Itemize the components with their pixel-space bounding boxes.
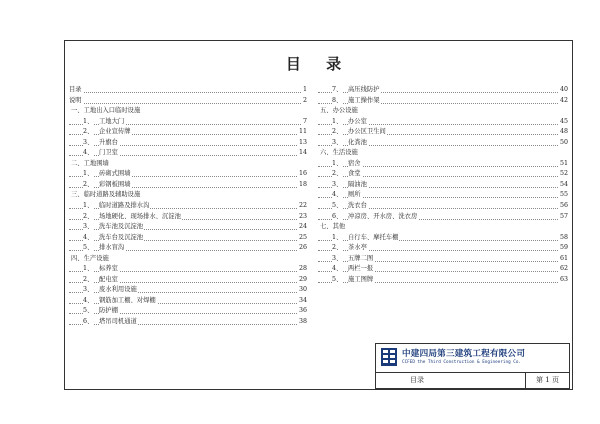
toc-page-number: 48: [559, 127, 568, 138]
toc-entry-label: 说明: [69, 96, 83, 107]
toc-page-number: 34: [298, 296, 307, 307]
toc-entry-label: 五牌二图: [348, 254, 374, 265]
toc-page-number: 13: [298, 138, 307, 149]
toc-section-heading: [318, 106, 568, 117]
toc-entry: [318, 243, 568, 254]
toc-entry: [69, 127, 307, 138]
toc-entry-label: 宿舍: [348, 159, 362, 170]
toc-entry: [318, 127, 568, 138]
toc-entry: [69, 222, 307, 233]
toc-entry: [69, 275, 307, 286]
toc-entry-number: 4、: [83, 148, 93, 159]
toc-entry-label: 办公室: [348, 117, 368, 128]
toc-section-label: 四、生产设施: [71, 254, 110, 265]
toc-entry: [318, 169, 568, 180]
toc-page-number: 1: [302, 85, 307, 96]
toc-entry-number: 4、: [332, 190, 342, 201]
toc-entry: [69, 212, 307, 223]
toc-entry-number: 3、: [332, 180, 342, 191]
company-name-en: CCFED the Third Construction & Engineering Co.: [402, 360, 521, 365]
toc-entry-label: 冲凉房、开水房、洗衣房: [348, 212, 418, 223]
toc-entry-label: 企业宣传牌: [99, 127, 131, 138]
toc-page-number: 7: [302, 117, 307, 128]
toc-entry: [69, 96, 307, 107]
toc-entry-number: 1、: [332, 233, 342, 244]
toc-entry-number: 1、: [83, 264, 93, 275]
toc-entry-label: 彩钢板围墙: [99, 180, 131, 191]
toc-entry-label: 防护棚: [99, 306, 119, 317]
toc-entry-number: 3、: [83, 222, 93, 233]
toc-entry-label: 工地大门: [99, 117, 125, 128]
drawing-frame: [64, 40, 573, 390]
toc-entry-label: 洗车台及沉淀池: [99, 233, 144, 244]
toc-section-heading: [69, 190, 307, 201]
toc-entry: [69, 180, 307, 191]
toc-page-number: 62: [559, 264, 568, 275]
toc-page-number: 61: [559, 254, 568, 265]
company-name-cn: 中建四局第三建筑工程有限公司: [402, 349, 526, 359]
toc-page-number: 58: [559, 233, 568, 244]
toc-section-heading: [318, 148, 568, 159]
toc-entry-number: 5、: [83, 306, 93, 317]
toc-entry-number: 1、: [332, 117, 342, 128]
toc-page-number: 57: [559, 212, 568, 223]
title-block: [375, 343, 570, 389]
toc-entry: [318, 275, 568, 286]
toc-page-number: 50: [559, 138, 568, 149]
toc-right-column: [318, 85, 568, 285]
toc-entry-label: 厕所: [348, 190, 362, 201]
toc-page-number: 54: [559, 180, 568, 191]
toc-entry-label: 食堂: [348, 169, 362, 180]
toc-entry-number: 6、: [332, 212, 342, 223]
toc-entry-label: 目录: [69, 85, 83, 96]
toc-page-number: 55: [559, 190, 568, 201]
toc-page-number: 52: [559, 169, 568, 180]
toc-section-heading: [69, 254, 307, 265]
toc-entry-number: 3、: [332, 138, 342, 149]
toc-entry: [69, 264, 307, 275]
toc-entry: [318, 138, 568, 149]
toc-page-number: 51: [559, 159, 568, 170]
toc-entry: [69, 85, 307, 96]
toc-entry: [69, 317, 307, 328]
toc-page-number: 30: [298, 285, 307, 296]
toc-page-number: 38: [298, 317, 307, 328]
toc-entry: [69, 148, 307, 159]
toc-entry-number: 2、: [83, 127, 93, 138]
toc-entry-number: 4、: [332, 264, 342, 275]
toc-entry: [318, 180, 568, 191]
toc-section-label: 三、临时道路及辅助设施: [71, 190, 141, 201]
toc-page-number: 2: [302, 96, 307, 107]
toc-entry: [69, 138, 307, 149]
toc-entry-number: 4、: [83, 296, 93, 307]
leader-dots: [69, 92, 307, 93]
toc-entry-label: 洗车池及沉淀池: [99, 222, 144, 233]
toc-entry: [318, 159, 568, 170]
toc-entry-number: 2、: [83, 212, 93, 223]
toc-entry: [69, 306, 307, 317]
toc-entry-number: 2、: [83, 275, 93, 286]
toc-entry-label: 塔吊司机通道: [99, 317, 138, 328]
toc-entry-label: 自行车、摩托车棚: [348, 233, 399, 244]
page-title: 目 录: [285, 55, 352, 73]
toc-entry-number: 3、: [83, 138, 93, 149]
toc-entry: [318, 254, 568, 265]
toc-entry-number: 2、: [83, 180, 93, 191]
toc-entry: [69, 169, 307, 180]
toc-page-number: 45: [559, 117, 568, 128]
toc-entry-number: 4、: [83, 233, 93, 244]
toc-page-number: 40: [559, 85, 568, 96]
toc-page-number: 22: [298, 201, 307, 212]
toc-page-number: 25: [298, 233, 307, 244]
toc-entry-label: 隔油池: [348, 180, 368, 191]
toc-entry-label: 标养室: [99, 264, 119, 275]
toc-entry-label: 场地硬化、现场排水、沉淀池: [99, 212, 182, 223]
toc-entry-number: 1、: [332, 159, 342, 170]
toc-entry-label: 升旗台: [99, 138, 119, 149]
toc-entry: [318, 96, 568, 107]
toc-page-number: 26: [298, 243, 307, 254]
toc-entry-label: 钢筋加工棚、对焊棚: [99, 296, 157, 307]
toc-entry-number: 1、: [83, 117, 93, 128]
toc-entry-number: 8、: [332, 96, 342, 107]
toc-entry-label: 洗衣台: [348, 201, 368, 212]
toc-entry-label: 施工图牌: [348, 275, 374, 286]
toc-entry: [318, 85, 568, 96]
toc-section-label: 七、其他: [320, 222, 346, 233]
toc-entry: [69, 285, 307, 296]
toc-entry-label: 门卫室: [99, 148, 119, 159]
toc-entry-number: 2、: [332, 243, 342, 254]
toc-entry: [69, 117, 307, 128]
toc-section-label: 五、办公设施: [320, 106, 359, 117]
toc-page-number: 28: [298, 264, 307, 275]
toc-entry-number: 2、: [332, 127, 342, 138]
toc-page-number: 59: [559, 243, 568, 254]
toc-entry-number: 5、: [332, 201, 342, 212]
toc-page-number: 18: [298, 180, 307, 191]
toc-entry-number: 3、: [83, 285, 93, 296]
toc-entry-label: 配电室: [99, 275, 119, 286]
toc-entry-number: 6、: [83, 317, 93, 328]
toc-entry-number: 1、: [83, 201, 93, 212]
toc-entry: [69, 201, 307, 212]
toc-entry-label: 高压线防护: [348, 85, 380, 96]
toc-entry: [318, 117, 568, 128]
toc-entry: [69, 243, 307, 254]
toc-entry-label: 施工操作架: [348, 96, 380, 107]
toc-entry-label: 化粪池: [348, 138, 368, 149]
toc-page-number: 11: [298, 127, 307, 138]
toc-page-number: 16: [298, 169, 307, 180]
toc-section-label: 一、工地出入口临时设施: [71, 106, 141, 117]
toc-entry: [69, 296, 307, 307]
toc-section-label: 二、工地围墙: [71, 159, 110, 170]
toc-entry-number: 7、: [332, 85, 342, 96]
toc-entry-number: 5、: [83, 243, 93, 254]
toc-entry-label: 办公区卫生间: [348, 127, 387, 138]
toc-entry-label: 废水利用设施: [99, 285, 138, 296]
toc-page-number: 29: [298, 275, 307, 286]
toc-entry: [318, 201, 568, 212]
title-block-company-row: [376, 344, 569, 373]
toc-entry: [318, 212, 568, 223]
toc-entry: [318, 233, 568, 244]
sheet-page-number: 第 1 页: [536, 376, 559, 384]
toc-entry-label: 茶水亭: [348, 243, 368, 254]
toc-entry: [318, 190, 568, 201]
toc-entry-label: 临时道路及排水沟: [99, 201, 150, 212]
toc-page-number: 14: [298, 148, 307, 159]
toc-entry-number: 2、: [332, 169, 342, 180]
toc-entry-label: 排水盲沟: [99, 243, 125, 254]
toc-section-heading: [69, 106, 307, 117]
toc-entry-number: 1、: [83, 169, 93, 180]
toc-entry: [318, 264, 568, 275]
toc-page-number: 42: [559, 96, 568, 107]
toc-section-heading: [69, 159, 307, 170]
toc-page-number: 24: [298, 222, 307, 233]
toc-entry-number: 3、: [332, 254, 342, 265]
toc-entry: [69, 233, 307, 244]
toc-entry-label: 砖砌式围墙: [99, 169, 131, 180]
toc-entry-label: 两栏一报: [348, 264, 374, 275]
cscec-logo-icon: [380, 347, 398, 367]
toc-page-number: 23: [298, 212, 307, 223]
toc-section-label: 六、生活设施: [320, 148, 359, 159]
toc-entry-number: 5、: [332, 275, 342, 286]
toc-page-number: 36: [298, 306, 307, 317]
toc-page-number: 56: [559, 201, 568, 212]
leader-dots: [69, 103, 307, 104]
sheet-name: 目录: [376, 372, 526, 388]
toc-left-column: [69, 85, 307, 328]
toc-section-heading: [318, 222, 568, 233]
toc-page-number: 63: [559, 275, 568, 286]
